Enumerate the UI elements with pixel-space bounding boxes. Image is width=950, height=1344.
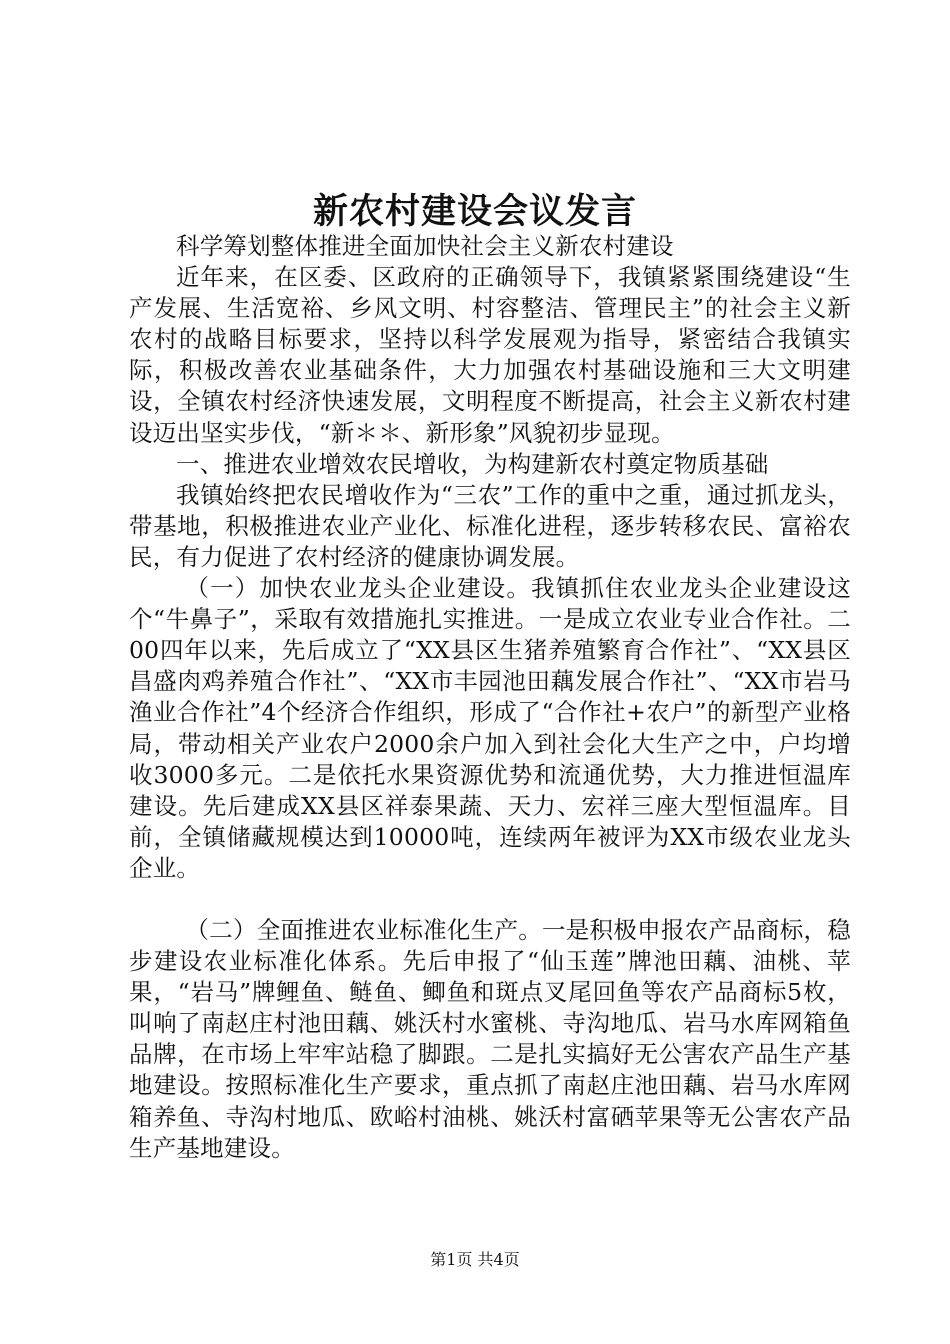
subtitle-paragraph: 科学筹划整体推进全面加快社会主义新农村建设 — [176, 232, 674, 260]
page-number: 第1页 共4页 — [430, 1250, 520, 1269]
section-intro-paragraph: 我镇始终把农民增收作为“三农”工作的重中之重，通过抓龙头，带基地，积极推进农业产业化、标准化进程，逐步转移农民、富裕农民，有力促进了农村经济的健康协调发展。 — [129, 480, 851, 571]
section-heading: 一、推进农业增效农民增收，为构建新农村奠定物质基础 — [176, 449, 769, 478]
subsection-two-paragraph: （二）全面推进农业标准化生产。一是积极申报农产品商标，稳步建设农业标准化体系。先后申报了“仙玉莲”牌池田藕、油桃、苹果，“岩马”牌鲤鱼、鲢鱼、鲫鱼和斑点叉尾回鱼等农产品商标5枚，叫响了南赵庄村池田藕、姚沃村水蜜桃、寺沟地瓜、岩马水库网箱鱼品牌，在市场上牢牢站稳了脚跟。二是扎实搞好无公害农产品生产基地建设。按照标准化生产要求，重点抓了南赵庄池田藕、岩马水库网箱养鱼、寺沟村地瓜、欧峪村油桃、姚沃村富硒苹果等无公害农产品生产基地建设。 — [129, 915, 851, 1162]
document-body — [129, 231, 851, 1164]
document-title: 新农村建设会议发言 — [312, 191, 637, 232]
intro-paragraph: 近年来，在区委、区政府的正确领导下，我镇紧紧围绕建设“生产发展、生活宽裕、乡风文明、村容整洁、管理民主”的社会主义新农村的战略目标要求，坚持以科学发展观为指导，紧密结合我镇实际，积极改善农业基础条件，大力加强农村基础设施和三大文明建设，全镇农村经济快速发展，文明程度不断提高，社会主义新农村建设迈出坚实步伐，“新＊＊、新形象”风貌初步显现。 — [129, 263, 851, 447]
subsection-one-paragraph: （一）加快农业龙头企业建设。我镇抓住农业龙头企业建设这个“牛鼻子”，采取有效措施扎实推进。一是成立农业专业合作社。二00四年以来，先后成立了“XX县区生猪养殖繁育合作社”、“XX县区昌盛肉鸡养殖合作社”、“XX市丰园池田藕发展合作社”、“XX市岩马渔业合作社”4个经济合作组织，形成了“合作社+农户”的新型产业格局，带动相关产业农户2000余户加入到社会化大生产之中，户均增收3000多元。二是依托水果资源优势和流通优势，大力推进恒温库建设。先后建成XX县区祥泰果蔬、天力、宏祥三座大型恒温库。目前，全镇储藏规模达到10000吨，连续两年被评为XX市级农业龙头企业。 — [129, 574, 851, 882]
